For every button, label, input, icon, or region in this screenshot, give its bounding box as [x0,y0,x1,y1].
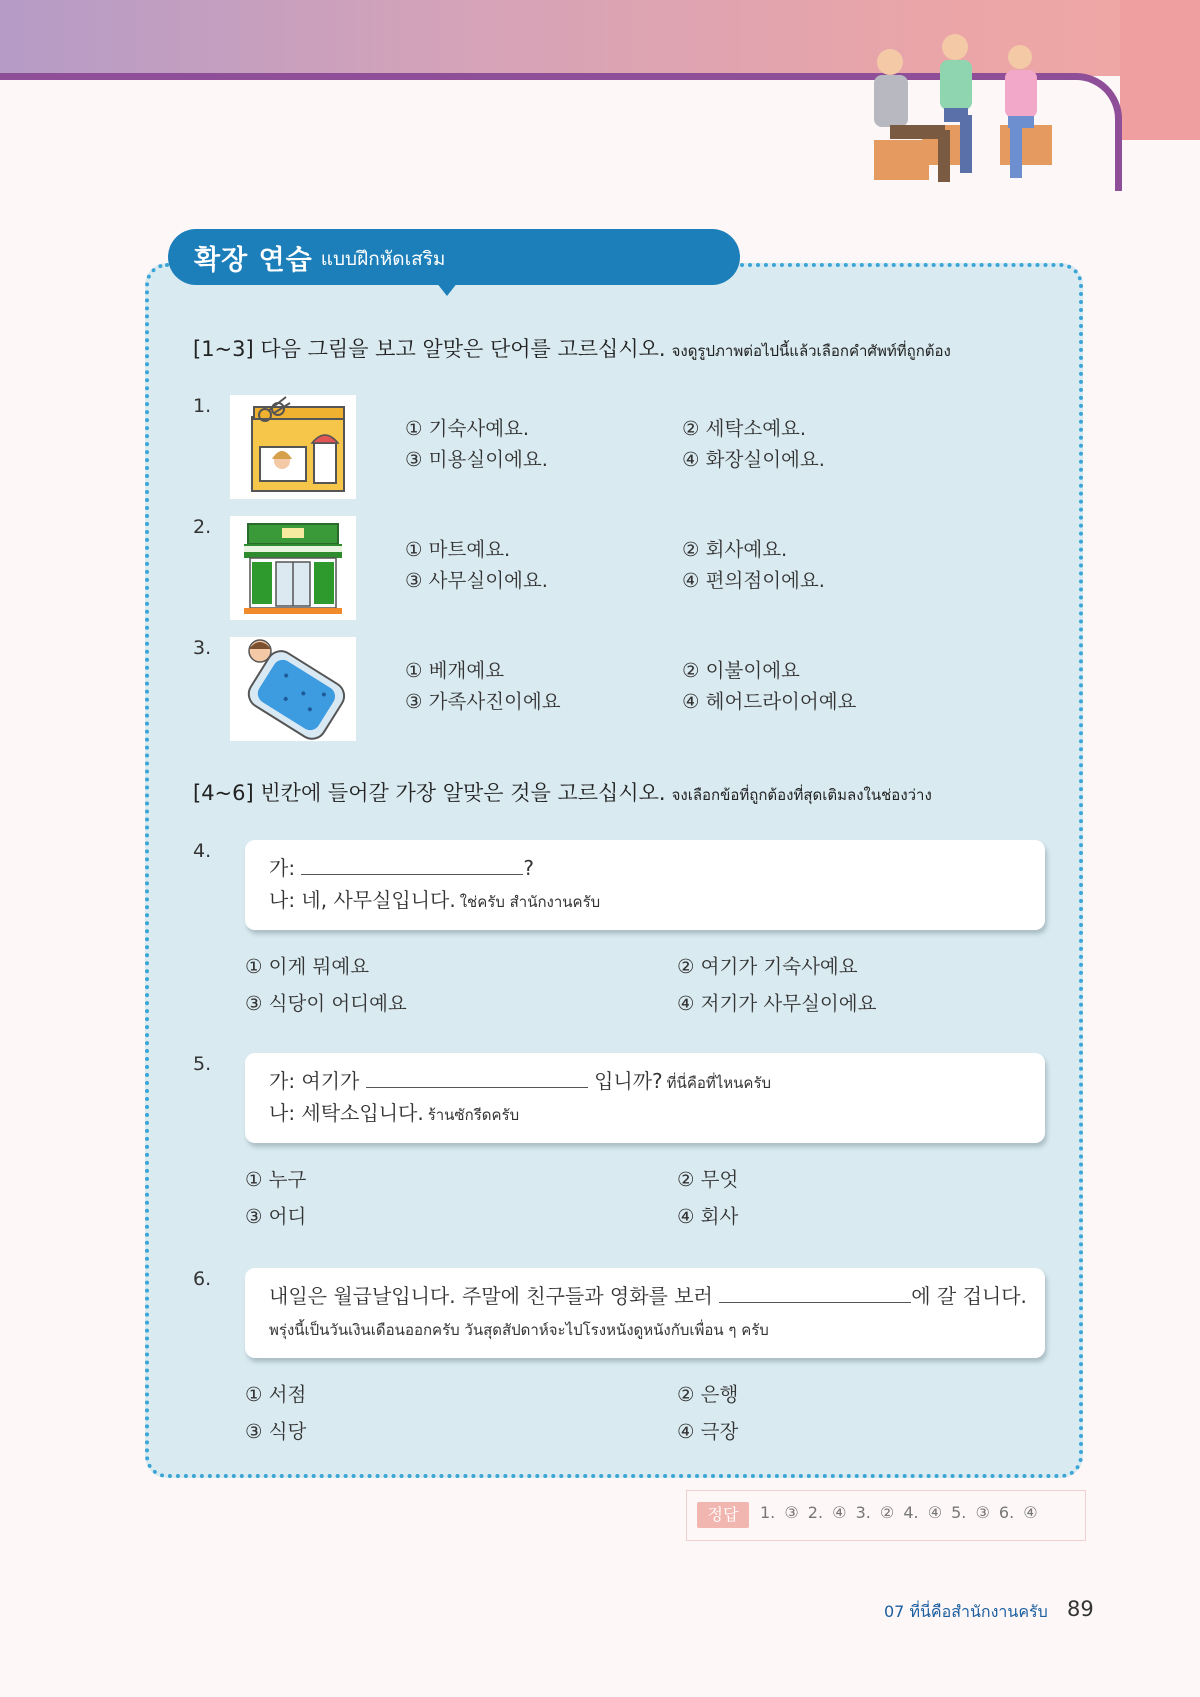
question-3-number: 3. [193,637,212,659]
q1-option-2[interactable]: ② 세탁소예요. [682,417,807,440]
instruction-4-6 [193,777,932,807]
q5-line-2-text: 나: 세탁소입니다. [269,1101,424,1125]
tab-pointer [436,282,458,296]
q4-line-1-text: 가: [269,856,302,880]
question-4-number: 4. [193,840,212,862]
q4-dialogue-box [245,840,1045,930]
q5-option-1[interactable]: ① 누구 [245,1168,307,1191]
q1-option-4[interactable]: ④ 화장실이에요. [682,448,825,471]
q4-option-4[interactable]: ④ 저기가 사무실이에요 [677,992,877,1015]
instruction-1-3-ko: [1~3] 다음 그림을 보고 알맞은 단어를 고르십시오. [193,337,666,361]
q5-line-1-text: 가: 여기가 [269,1069,366,1093]
question-1-number: 1. [193,395,212,417]
q5-line-1-end: 입니까? [587,1069,663,1093]
q3-option-1[interactable]: ① 베개예요 [405,659,505,682]
q5-option-3[interactable]: ③ 어디 [245,1205,307,1228]
q5-line-1 [269,1065,1045,1097]
q6-option-4[interactable]: ④ 극장 [677,1420,739,1443]
q5-answer-blank[interactable] [366,1067,588,1088]
chapter-footer: 07 ที่นี่คือสำนักงานครับ [884,1602,1048,1621]
q3-option-4[interactable]: ④ 헤어드라이어예요 [682,690,857,713]
q6-option-2[interactable]: ② 은행 [677,1383,739,1406]
q5-line-2 [269,1097,1045,1129]
hair-salon-icon [230,395,356,499]
q2-option-2[interactable]: ② 회사예요. [682,538,788,561]
q4-option-1[interactable]: ① 이게 뭐예요 [245,955,370,978]
q6-option-3[interactable]: ③ 식당 [245,1420,307,1443]
q5-line-2-th: ร้านซักรีดครับ [427,1106,520,1124]
q1-option-3[interactable]: ③ 미용실이에요. [405,448,548,471]
q3-option-3[interactable]: ③ 가족사진이에요 [405,690,561,713]
q4-line-2-text: 나: 네, 사무실입니다. [269,888,456,912]
people-illustration [860,30,1080,190]
q4-option-3[interactable]: ③ 식당이 어디예요 [245,992,407,1015]
question-5-number: 5. [193,1053,212,1075]
q4-answer-blank[interactable] [301,854,523,875]
q1-option-1[interactable]: ① 기숙사예요. [405,417,530,440]
q5-line-1-th: ที่นี่คือที่ไหนครับ [666,1074,772,1092]
q4-line-2-th: ใช่ครับ สำนักงานครับ [459,893,601,911]
header-corner-block [1120,0,1200,140]
q2-option-4[interactable]: ④ 편의점이에요. [682,569,825,592]
q6-line-1-text: 내일은 월급날입니다. 주말에 친구들과 영화를 보러 [269,1284,720,1308]
q5-option-2[interactable]: ② 무엇 [677,1168,739,1191]
q5-option-4[interactable]: ④ 회사 [677,1205,739,1228]
section-title-tab [168,229,740,285]
answer-key-label: 정답 [697,1502,749,1528]
q4-line-1 [269,852,1045,884]
instruction-4-6-th: จงเลือกข้อที่ถูกต้องที่สุดเติมลงในช่องว่าง [671,786,932,804]
blanket-icon [230,637,356,741]
q6-line-2-th: พรุ่งนี้เป็นวันเงินเดือนออกครับ วันสุดสัปดาห์จะไปโรงหนังดูหนังกับเพื่อน ๆ ครับ [269,1321,769,1339]
q3-option-2[interactable]: ② 이불이에요 [682,659,800,682]
q4-option-2[interactable]: ② 여기가 기숙사예요 [677,955,858,978]
answer-key-text: 1. ③ 2. ④ 3. ② 4. ④ 5. ③ 6. ④ [760,1503,1038,1522]
q6-line-1-end: 에 갈 겁니다. [911,1284,1027,1308]
section-title-th: แบบฝึกหัดเสริม [320,248,446,270]
q5-dialogue-box [245,1053,1045,1143]
q6-dialogue-box [245,1268,1045,1358]
q4-line-1-end: ? [523,856,535,880]
page-number: 89 [1067,1597,1094,1621]
question-6-number: 6. [193,1268,212,1290]
q2-option-1[interactable]: ① 마트예요. [405,538,511,561]
q2-option-3[interactable]: ③ 사무실이에요. [405,569,548,592]
q4-line-2 [269,884,1045,916]
instruction-4-6-ko: [4~6] 빈칸에 들어갈 가장 알맞은 것을 고르십시오. [193,781,666,805]
convenience-store-icon [230,516,356,620]
instruction-1-3 [193,333,951,363]
section-title-ko: 확장 연습 [194,244,313,276]
q6-line-1 [269,1280,1045,1312]
q6-option-1[interactable]: ① 서점 [245,1383,307,1406]
question-2-number: 2. [193,516,212,538]
q6-line-2 [269,1312,1045,1344]
instruction-1-3-th: จงดูรูปภาพต่อไปนี้แล้วเลือกคำศัพท์ที่ถูกต้อง [671,342,951,360]
q6-answer-blank[interactable] [719,1282,911,1303]
